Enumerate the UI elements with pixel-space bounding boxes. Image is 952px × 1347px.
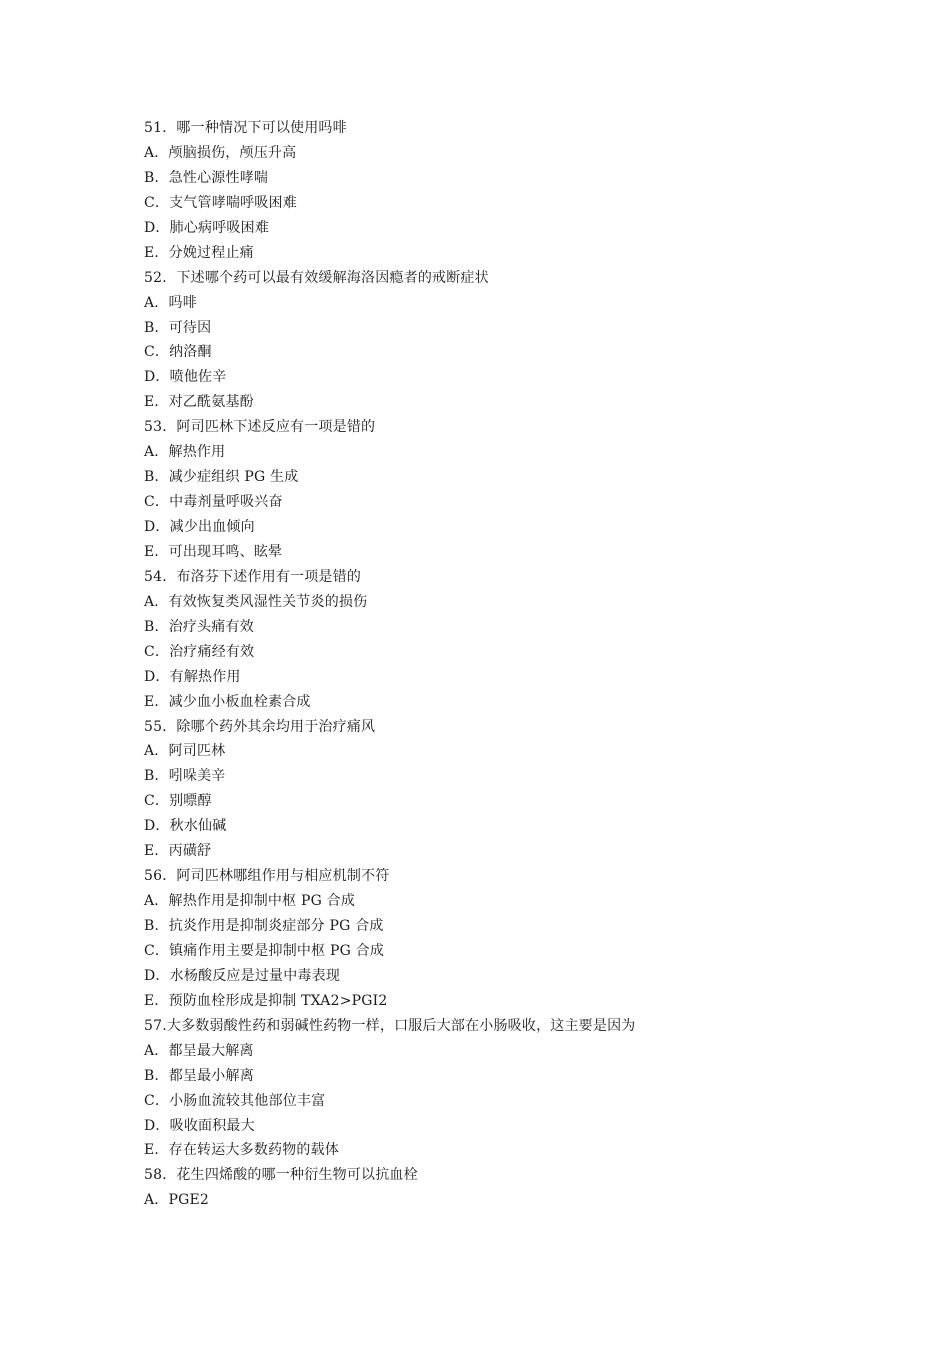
question-stem: 56．阿司匹林哪组作用与相应机制不符 <box>144 868 390 885</box>
option-e: E．减少血小板血栓素合成 <box>144 693 311 710</box>
option-c: C．支气管哮喘呼吸困难 <box>144 194 297 211</box>
option-c: C．别嘌醇 <box>144 793 212 810</box>
option-d: D．吸收面积最大 <box>144 1117 255 1134</box>
option-b: B．可待因 <box>144 319 212 336</box>
question-54 <box>144 565 844 715</box>
question-stem: 53．阿司匹林下述反应有一项是错的 <box>144 419 376 436</box>
option-a: A．解热作用是抑制中枢 PG 合成 <box>144 893 356 910</box>
option-e: E．分娩过程止痛 <box>144 244 254 261</box>
option-d: D．喷他佐辛 <box>144 369 227 386</box>
question-list <box>144 116 844 1213</box>
option-a: A．吗啡 <box>144 294 197 311</box>
option-d: D．水杨酸反应是过量中毒表现 <box>144 967 341 984</box>
option-b: B．吲哚美辛 <box>144 768 226 785</box>
option-c: C．镇痛作用主要是抑制中枢 PG 合成 <box>144 942 385 959</box>
question-stem: 52．下述哪个药可以最有效缓解海洛因瘾者的戒断症状 <box>144 269 489 286</box>
option-a: A．PGE2 <box>144 1192 210 1209</box>
question-56 <box>144 864 844 1014</box>
question-stem: 57.大多数弱酸性药和弱碱性药物一样，口服后大部在小肠吸收，这主要是因为 <box>144 1017 636 1034</box>
option-d: D．有解热作用 <box>144 668 241 685</box>
option-c: C．纳洛酮 <box>144 344 212 361</box>
question-55 <box>144 715 844 865</box>
question-stem: 58．花生四烯酸的哪一种衍生物可以抗血栓 <box>144 1167 418 1184</box>
question-52 <box>144 266 844 416</box>
question-51 <box>144 116 844 266</box>
option-a: A．有效恢复类风湿性关节炎的损伤 <box>144 593 368 610</box>
option-d: D．秋水仙碱 <box>144 818 227 835</box>
option-b: B．减少症组织 PG 生成 <box>144 469 299 486</box>
option-a: A．都呈最大解离 <box>144 1042 254 1059</box>
option-b: B．都呈最小解离 <box>144 1067 254 1084</box>
option-e: E．丙磺舒 <box>144 843 212 860</box>
option-c: C．治疗痛经有效 <box>144 643 255 660</box>
option-d: D．减少出血倾向 <box>144 519 255 535</box>
option-c: C．小肠血流较其他部位丰富 <box>144 1092 326 1109</box>
question-stem: 54．布洛芬下述作用有一项是错的 <box>144 568 362 585</box>
option-e: E．可出现耳鸣、眩晕 <box>144 543 283 560</box>
question-stem: 51．哪一种情况下可以使用吗啡 <box>144 120 347 136</box>
option-b: B．抗炎作用是抑制炎症部分 PG 合成 <box>144 918 384 934</box>
question-58 <box>144 1163 844 1213</box>
option-b: B．急性心源性哮喘 <box>144 169 269 186</box>
option-e: E．预防血栓形成是抑制 TXA2>PGI2 <box>144 992 388 1009</box>
option-a: A．阿司匹林 <box>144 743 226 760</box>
option-e: E．存在转运大多数药物的载体 <box>144 1142 340 1159</box>
question-57 <box>144 1014 844 1164</box>
option-c: C．中毒剂量呼吸兴奋 <box>144 494 283 511</box>
question-stem: 55．除哪个药外其余均用于治疗痛风 <box>144 718 376 735</box>
option-d: D．肺心病呼吸困难 <box>144 219 270 236</box>
option-a: A．解热作用 <box>144 444 226 461</box>
option-a: A．颅脑损伤，颅压升高 <box>144 144 297 161</box>
question-53 <box>144 415 844 565</box>
option-e: E．对乙酰氨基酚 <box>144 394 254 411</box>
option-b: B．治疗头痛有效 <box>144 618 254 635</box>
